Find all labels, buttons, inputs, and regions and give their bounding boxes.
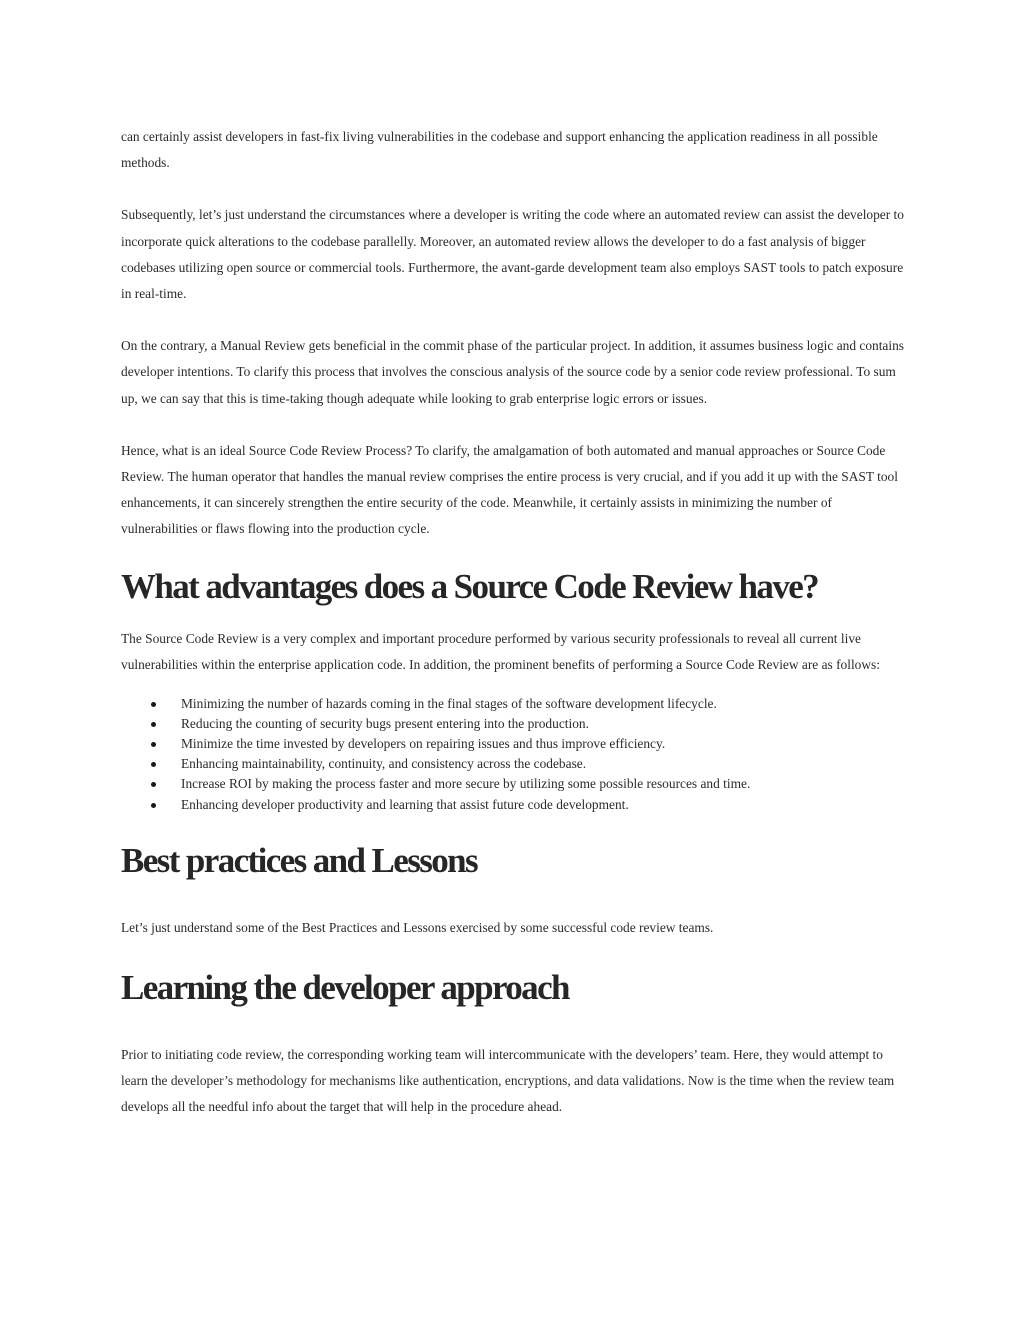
list-item <box>121 754 905 774</box>
paragraph-ideal-process: Hence, what is an ideal Source Code Review Process? To clarify, the amalgamation of both automated and manual approaches or Source Code Review. The human operator that handles the manual review comprises the entire process is very crucial, and if you add it up with the SAST tool enhancements, it can sincerely strengthen the entire security of the code. Meanwhile, it certainly assists in minimizing the number of vulnerabilities or flaws flowing into the production cycle. <box>121 442 898 537</box>
paragraph-gap <box>121 176 905 202</box>
document-page <box>121 124 905 1120</box>
heading-advantages: What advantages does a Source Code Review have? <box>121 566 819 606</box>
list-item <box>121 774 905 794</box>
list-item <box>121 694 905 714</box>
bullet-icon <box>151 762 156 767</box>
bullet-icon <box>151 722 156 727</box>
list-item <box>121 795 905 815</box>
bullet-icon <box>151 803 156 808</box>
list-item-text: Enhancing developer productivity and learning that assist future code development. <box>181 796 629 812</box>
list-item-text: Enhancing maintainability, continuity, and consistency across the codebase. <box>181 756 587 772</box>
list-item-text: Minimizing the number of hazards coming in the final stages of the software development lifecycle. <box>181 696 717 712</box>
paragraph-learning-approach: Prior to initiating code review, the corresponding working team will intercommunicate with the developers’ team. Here, they would attempt to learn the developer’s methodology for mechanisms like authentication, encryptions, and data validations. Now is the time when the review team develops all the needful info about the target that will help in the procedure ahead. <box>121 1046 895 1115</box>
bullet-icon <box>151 782 156 787</box>
paragraph-gap <box>121 412 905 438</box>
list-item-text: Increase ROI by making the process faster and more secure by utilizing some possible resources and time. <box>181 776 751 792</box>
list-item <box>121 734 905 754</box>
bullet-icon <box>151 702 156 707</box>
bullet-icon <box>151 742 156 747</box>
list-item-text: Reducing the counting of security bugs present entering into the production. <box>181 716 589 732</box>
list-item <box>121 714 905 734</box>
paragraph-manual-review: On the contrary, a Manual Review gets beneficial in the commit phase of the particular project. In addition, it assumes business logic and contains developer intentions. To clarify this process that involves the conscious analysis of the source code by a senior code review professional. To sum up, we can say that this is time-taking though adequate while looking to grab enterprise logic errors or issues. <box>121 338 905 406</box>
paragraph-gap <box>121 307 905 333</box>
paragraph-automated-review: Subsequently, let’s just understand the circumstances where a developer is writing the code where an automated review can assist the developer to incorporate quick alterations to the codebase parallelly. Moreover, an automated review allows the developer to do a fast analysis of bigger codebases utilizing open source or commercial tools. Furthermore, the avant-garde development team also employs SAST tools to patch exposure in real-time. <box>121 207 904 302</box>
list-item-text: Minimize the time invested by developers on repairing issues and thus improve efficiency. <box>181 736 666 752</box>
benefits-list <box>121 694 905 815</box>
paragraph-best-practices: Let’s just understand some of the Best Practices and Lessons exercised by some successful code review teams. <box>121 919 714 935</box>
heading-best-practices: Best practices and Lessons <box>121 840 478 880</box>
paragraph-advantages-intro: The Source Code Review is a very complex and important procedure performed by various security professionals to reveal all current live vulnerabilities within the enterprise application code. In addition, the prominent benefits of performing a Source Code Review are as follows: <box>121 630 880 672</box>
paragraph-continuation: can certainly assist developers in fast-fix living vulnerabilities in the codebase and support enhancing the application readiness in all possible methods. <box>121 129 878 171</box>
heading-learning-approach: Learning the developer approach <box>121 967 569 1007</box>
